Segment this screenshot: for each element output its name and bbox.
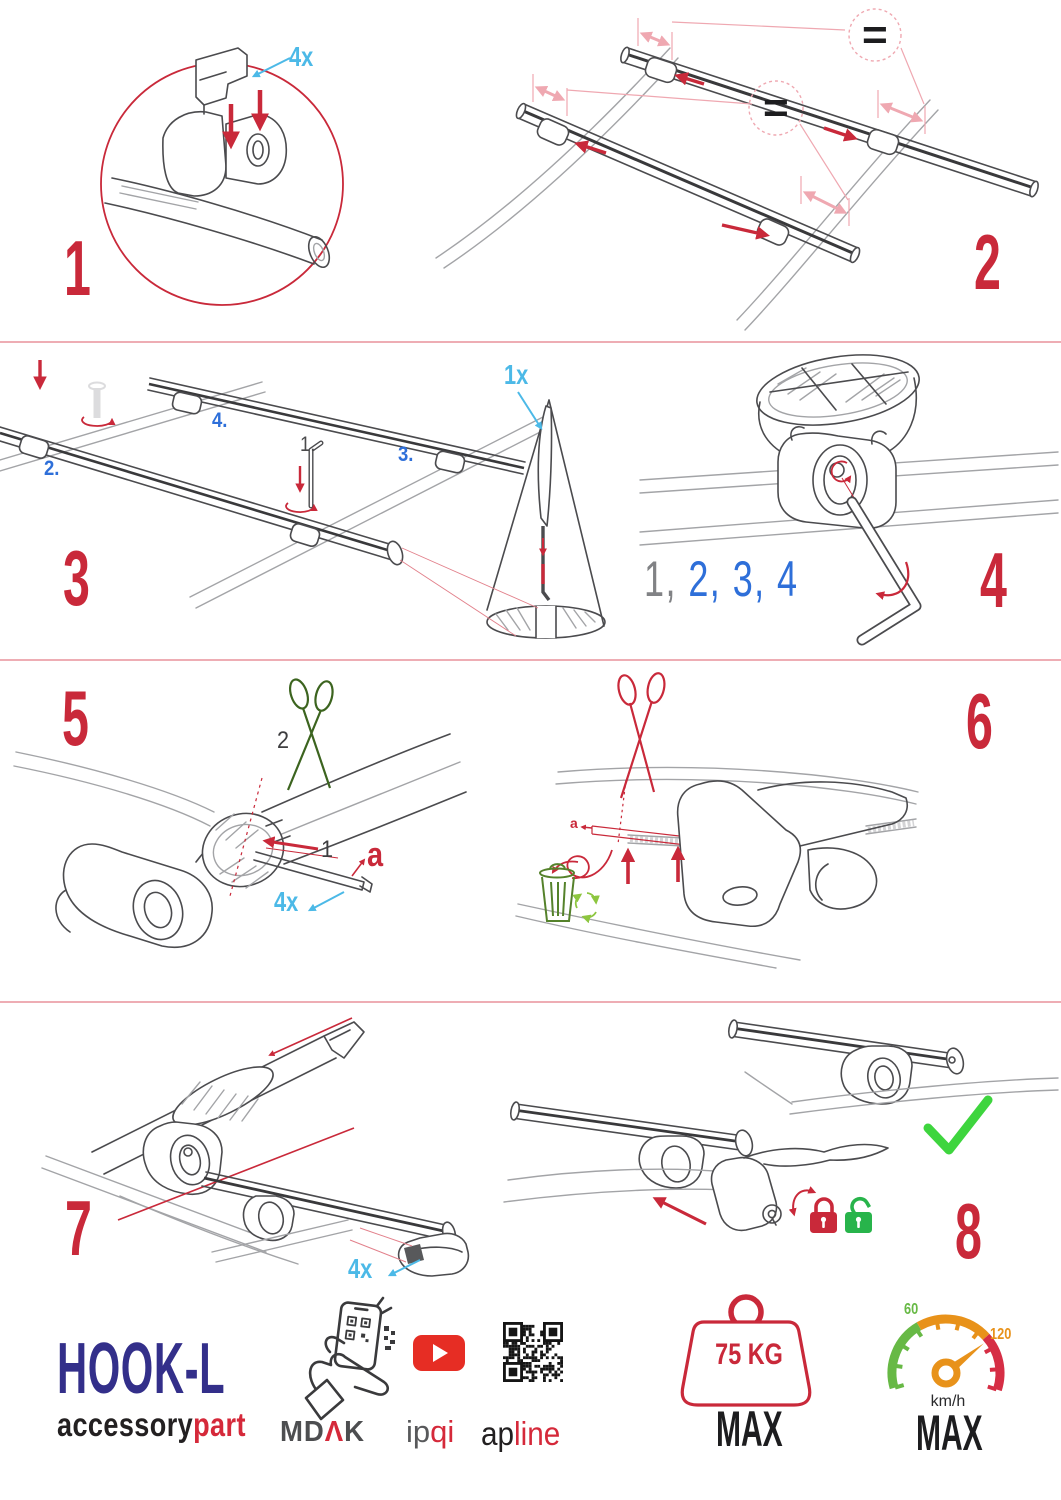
ipqi-accent: qi (430, 1414, 455, 1449)
mdak-accent: Λ (324, 1416, 345, 1448)
step-4-sequence-gray: 1, (644, 551, 677, 607)
equals-badge: = (763, 84, 789, 131)
step-3-qty-label: 1x (504, 359, 529, 390)
step-6-number: 6 (966, 677, 993, 765)
step-5-cut-label: 2 (277, 727, 290, 754)
step-4-sequence (644, 551, 799, 607)
load-limit-max: MAX (716, 1401, 783, 1457)
ipqi-left: ip (406, 1414, 431, 1449)
brand-name-left: accessory (57, 1406, 194, 1443)
product-name: HOOK-L (57, 1329, 226, 1409)
step-5-number: 5 (62, 674, 89, 762)
step-5-part-label: a (367, 836, 384, 874)
speed-limit-max: MAX (916, 1405, 983, 1461)
brand-name-right: part (193, 1406, 246, 1443)
step-3-order-1: 1. (300, 433, 316, 456)
apline-accent: line (514, 1415, 561, 1452)
step-4-number: 4 (980, 536, 1007, 624)
step-3-order-3: 3. (398, 443, 414, 466)
step-3-order-2: 2. (44, 457, 60, 480)
step-3-order-4: 4. (212, 409, 228, 432)
partner-logo-mdak (280, 1418, 365, 1447)
speed-high-tick: 120 (990, 1326, 1012, 1343)
speed-low-tick: 60 (904, 1301, 919, 1318)
apline-left: ap (481, 1415, 515, 1452)
equals-badge: = (862, 11, 888, 58)
partner-logo-ipqi (406, 1416, 454, 1447)
step-6-part-label: a (570, 815, 578, 831)
step-5-insert-label: 1 (321, 836, 334, 863)
step-8-number: 8 (955, 1187, 982, 1275)
step-3-number: 3 (63, 534, 90, 622)
step-7-number: 7 (65, 1184, 92, 1272)
load-limit-value: 75 KG (715, 1338, 783, 1371)
step-7-qty-label: 4x (348, 1253, 373, 1284)
step-1-number: 1 (64, 224, 91, 312)
mdak-right: K (344, 1416, 365, 1448)
step-5-qty-label: 4x (274, 886, 299, 917)
partner-logo-apline (481, 1417, 560, 1450)
step-4-sequence-blue: 2, 3, 4 (676, 551, 799, 607)
step-2-number: 2 (974, 218, 1001, 306)
speed-unit: km/h (930, 1393, 966, 1410)
brand-name (57, 1408, 246, 1441)
mdak-left: MD (280, 1416, 325, 1448)
step-1-qty-label: 4x (289, 41, 314, 72)
